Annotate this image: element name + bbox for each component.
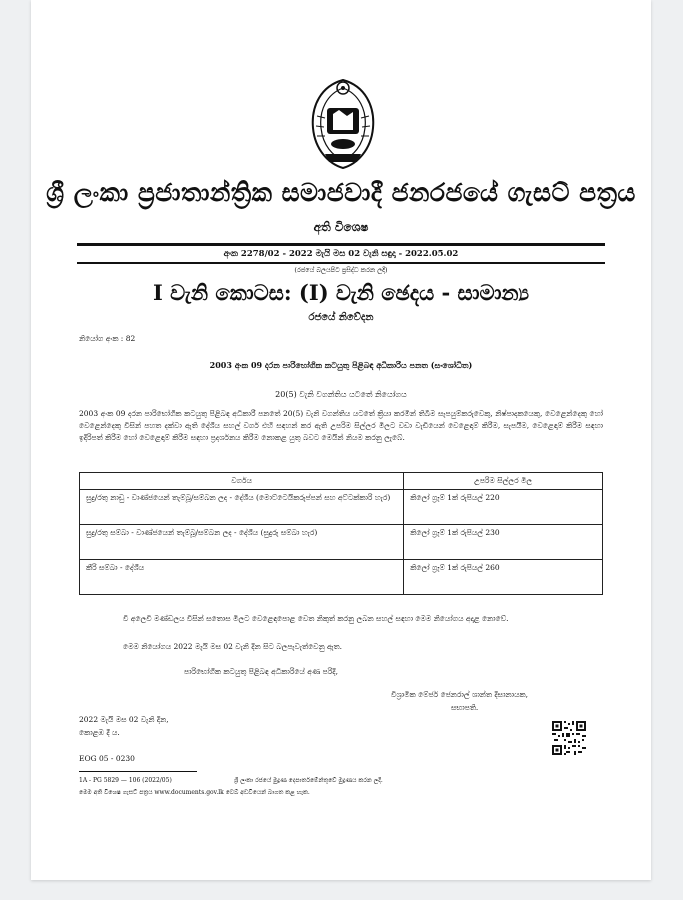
table-cell-item: කීරි සම්බා - දේශීය [80, 560, 404, 595]
order-paragraph: පාරිභෝගික කටයුතු පිළිබඳ අධිකාරියේ අණ පරිදි, [184, 667, 339, 676]
place-line: කොළඹ දී ය. [79, 728, 120, 737]
notice-body: 2003 අංක 09 දරන පාරිභෝගික කටයුතු පිළිබඳ අධිකාරී පනතේ 20(5) වැනි වගන්තිය යටතේ ක්‍රියා කරමින් තිබීම සැපයුම්කරුවෙකු, නිෂ්පාදකයෙකු, වෙළෙන්දෙකු හෝ වෙළෙන්දෙකු විසින් පහත දක්වා ඇති දේශීය සහල් වර්ග එහි සඳහන් කර ඇති උපරිම සිල්ලර මිලට වඩා වැඩියෙන් වෙළෙඳාම් කිරීම, සැපයීම, වෙළෙඳාම් කිරීම සඳහා ඉදිරිපත් කිරීම හෝ වෙළෙඳාම් කිරීම සඳහා ප්‍රදර්ශනය කිරීම නොකළ යුතු බවට මෙයින් නියම කරනු ලැබේ. [79, 409, 603, 442]
gazette-subtitle: අති විශෙෂ [313, 220, 369, 234]
signatory-name: විශ්‍රාමික මේජර් ජෙනරාල් ශාන්ත දිසානායක, [391, 690, 528, 699]
act-heading: 2003 අංක 09 දරන පාරිභෝගික කටයුතු පිළිබඳ අධිකාරිය පනත (සංශෝධිත) [209, 360, 473, 370]
table-row [80, 490, 603, 525]
section-line: 20(5) වැනි වගන්තිය යටතේ නියෝගය [275, 390, 407, 399]
effective-date-paragraph: මෙම නියෝගය 2022 මැයි මස 02 වැනි දින සිට බලපැවැත්වෙනු ඇත. [123, 642, 343, 651]
table-row [80, 560, 603, 595]
table-header-row [80, 473, 603, 490]
table-cell-price: කිලෝ ග්‍රෑම් 1ක් රුපියල් 230 [404, 525, 603, 560]
table-cell-price: කිලෝ ග්‍රෑම් 1ක් රුපියල් 260 [404, 560, 603, 595]
signatory-title: සභාපති. [451, 703, 479, 712]
table-cell-item: සුදු/රතු නාඩු - වාණ්ජයෙන් තැම්බූ/සම්බන ලද - දේශීය (මොට්ටෙයිකරුප්පන් සහ අට්ටක්කාරි හැර) [80, 490, 404, 525]
header-rule-top [77, 243, 605, 246]
national-emblem-icon [303, 76, 383, 172]
table-header-item: වර්ගය [80, 473, 404, 490]
printer-line: ශ්‍රී ලංකා රජයේ මුද්‍රණ දෙපාර්තමේන්තුවේ මුද්‍රණය කරන ලදී. [234, 777, 383, 784]
table-row [80, 525, 603, 560]
section-heading: රජයේ නිවේදන [308, 312, 374, 323]
qr-code-icon [551, 720, 587, 756]
part-heading: I වැනි කොටස: (I) වැනි ඡෙදය - සාමාන්‍ය [152, 280, 530, 305]
date-line: 2022 මැයි මස 02 වැනි දින, [79, 715, 169, 724]
table-header-price: උපරිම සිල්ලර මිල [404, 473, 603, 490]
issue-line: අංක 2278/02 - 2022 මැයි මස 02 වැනි සඳුදා - 2022.05.02 [223, 249, 459, 259]
print-reference: 1A - PG 5829 — 106 (2022/05) [79, 777, 172, 784]
price-table [79, 472, 603, 595]
authority-line: (රජයේ බලයපිට ප්‍රසිද්ධ කරන ලදී) [294, 266, 388, 274]
header-rule-bottom [77, 262, 605, 264]
footer-rule [79, 771, 197, 772]
table-cell-price: කිලෝ ග්‍රෑම් 1ක් රුපියල් 220 [404, 490, 603, 525]
website-line: මෙම අති විශෙෂ ගැසට් පත්‍රය www.documents.gov.lk වෙබ් අඩවියෙන් බාගත කළ හැක. [79, 789, 310, 796]
notice-number: නියෝග අංක : 82 [79, 334, 136, 343]
eog-reference: EOG 05 - 0230 [79, 754, 135, 763]
gazette-title: ශ්‍රී ලංකා ප්‍රජාතාන්ත්‍රික සමාජවාදී ජනරජයේ ගැසට් පත්‍රය [46, 178, 636, 207]
table-cell-item: සුදු/රතු සම්බා - වාණ්ජයෙන් තැම්බූ/සම්බන ලද - දේශීය (සුදුරු සම්බා හැර) [80, 525, 404, 560]
exemption-paragraph: වී අලෙවි මණ්ඩලය විසින් සතොස මිලට වෙළෙඳපොළ වෙත නිකුත් කරනු ලබන සහල් සඳහා මෙම නියෝගය අදාළ නොවේ. [123, 614, 509, 623]
gazette-page [31, 0, 651, 880]
